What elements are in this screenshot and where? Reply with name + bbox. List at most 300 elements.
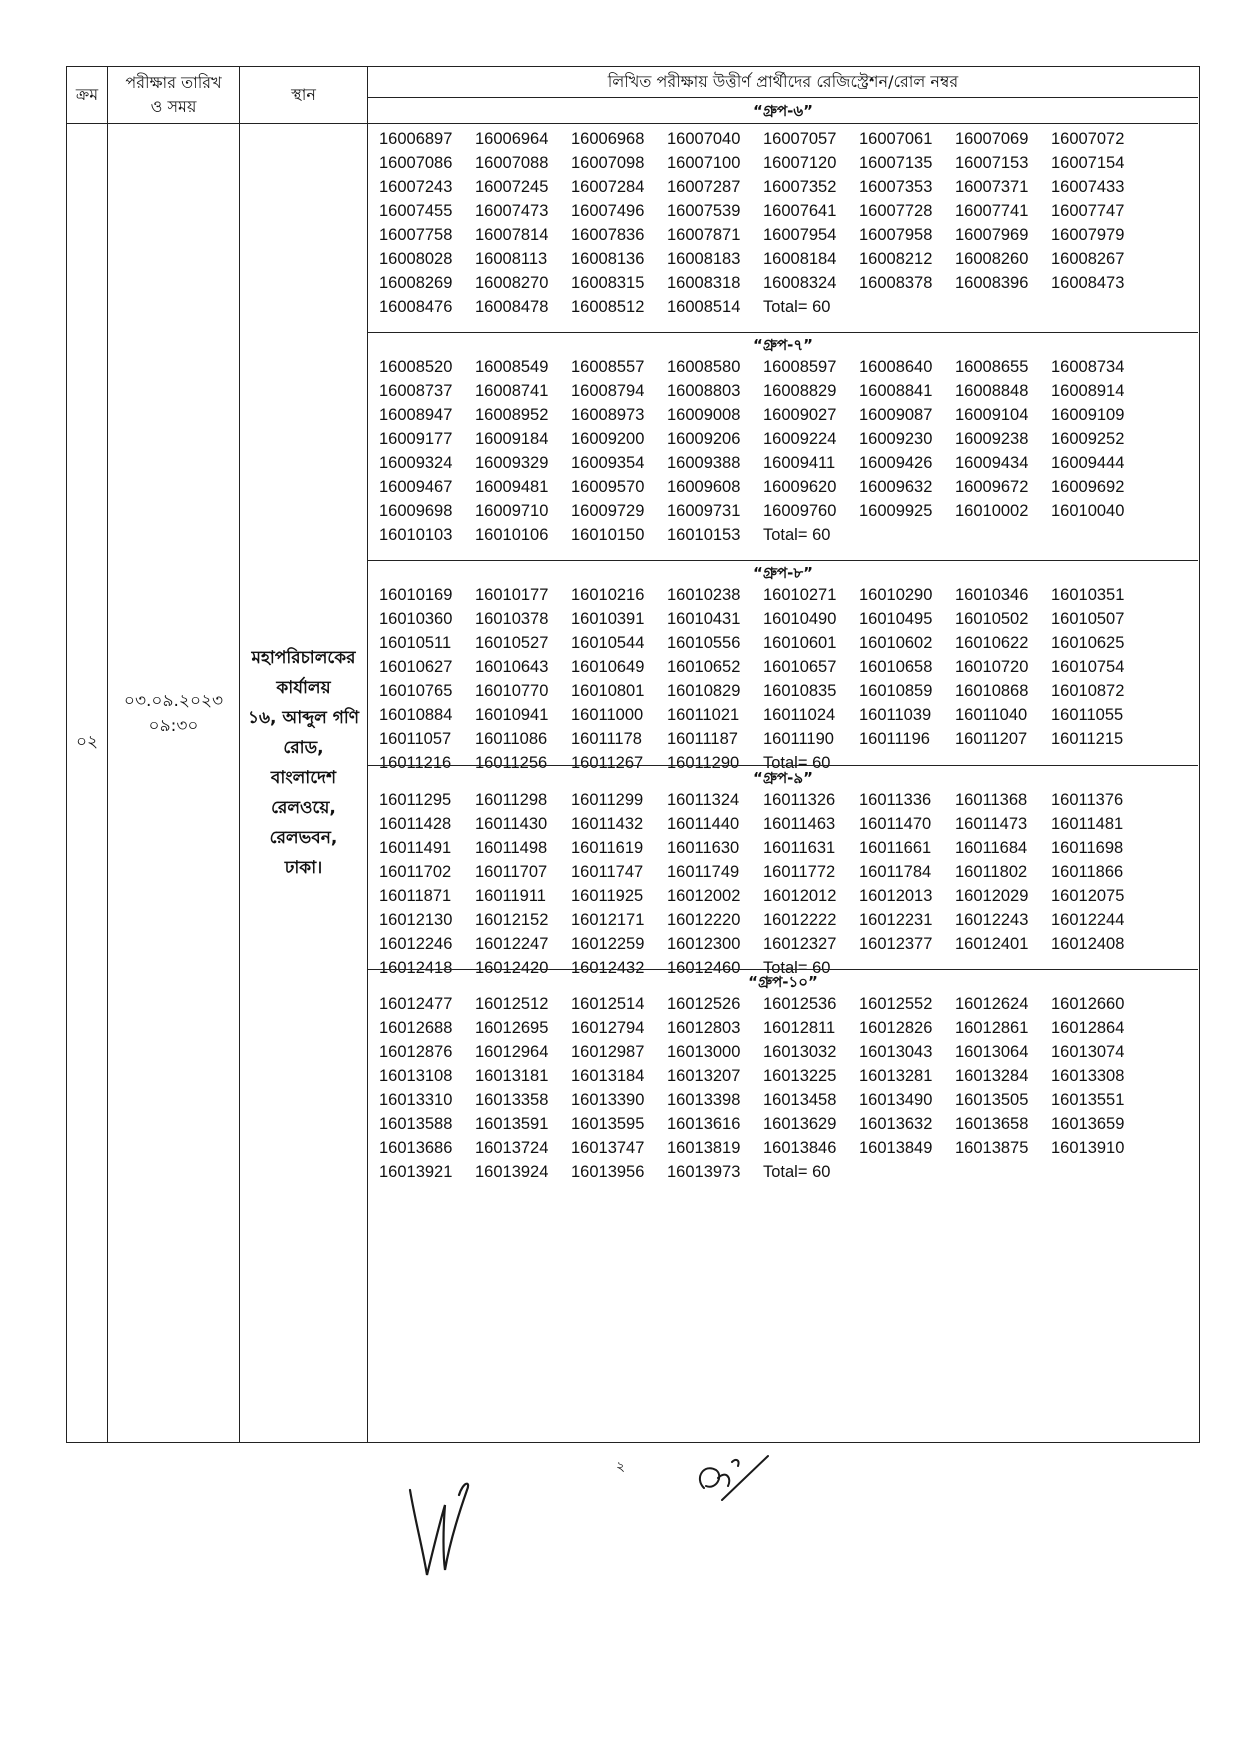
roll-number: 16013358 (475, 1091, 549, 1109)
roll-number: 16007979 (1051, 226, 1125, 244)
roll-number: 16009620 (763, 478, 837, 496)
roll-number: 16012964 (475, 1043, 549, 1061)
roll-number: 16012002 (667, 887, 741, 905)
roll-number: 16009729 (571, 502, 645, 520)
roll-number: 16009230 (859, 430, 933, 448)
roll-number: 16009481 (475, 478, 549, 496)
roll-number: 16007473 (475, 202, 549, 220)
roll-number: 16013819 (667, 1139, 741, 1157)
roll-number: 16007836 (571, 226, 645, 244)
row-date-time (108, 689, 239, 739)
roll-number: 16008794 (571, 382, 645, 400)
roll-number: 16011196 (859, 730, 930, 748)
roll-number: 16009925 (859, 502, 933, 520)
roll-number: 16011299 (571, 791, 644, 809)
roll-number: 16008597 (763, 358, 837, 376)
roll-number: 16013064 (955, 1043, 1029, 1061)
roll-number: 16013000 (667, 1043, 741, 1061)
roll-number: 16007496 (571, 202, 645, 220)
roll-number: 16010884 (379, 706, 453, 724)
roll-number: 16010431 (667, 610, 741, 628)
roll-number: 16008212 (859, 250, 933, 268)
roll-number: 16011368 (955, 791, 1028, 809)
venue-line: বাংলাদেশ (270, 768, 337, 788)
group-title: “গ্রুপ-৯” (753, 769, 813, 787)
roll-number: 16011491 (379, 839, 452, 857)
roll-number: 16012408 (1051, 935, 1125, 953)
roll-number: 16011698 (1051, 839, 1124, 857)
roll-number: 16008655 (955, 358, 1029, 376)
roll-number: 16013551 (1051, 1091, 1125, 1109)
row-venue (240, 643, 367, 883)
roll-number: 16011871 (379, 887, 452, 905)
roll-number: 16007057 (763, 130, 837, 148)
roll-number: 16009177 (379, 430, 453, 448)
roll-number: 16012695 (475, 1019, 549, 1037)
roll-number: 16013308 (1051, 1067, 1125, 1085)
roll-number: 16011619 (571, 839, 644, 857)
roll-number: 16007154 (1051, 154, 1125, 172)
venue-line: রোড, (283, 738, 324, 758)
roll-number: 16012401 (955, 935, 1029, 953)
roll-number: 16007098 (571, 154, 645, 172)
roll-number: 16009698 (379, 502, 453, 520)
roll-number: 16007245 (475, 178, 549, 196)
roll-number: 16007088 (475, 154, 549, 172)
group-total: Total= 60 (763, 298, 831, 316)
roll-number: 16010290 (859, 586, 933, 604)
roll-number: 16011470 (859, 815, 932, 833)
roll-number: 16009200 (571, 430, 645, 448)
roll-number: 16007287 (667, 178, 741, 196)
roll-number: 16006897 (379, 130, 453, 148)
group-title: “গ্রুপ-৮” (753, 564, 813, 582)
header-serial: ক্রম (75, 85, 99, 104)
roll-number: 16008270 (475, 274, 549, 292)
roll-number: 16007958 (859, 226, 933, 244)
roll-number: 16011802 (955, 863, 1028, 881)
roll-number: 16011749 (667, 863, 740, 881)
roll-grid (379, 586, 1147, 778)
roll-number: 16008136 (571, 250, 645, 268)
roll-number: 16007641 (763, 202, 837, 220)
roll-number: 16012460 (667, 959, 741, 977)
roll-number: 16007243 (379, 178, 453, 196)
roll-number: 16013616 (667, 1115, 741, 1133)
roll-number: 16008549 (475, 358, 549, 376)
roll-number: 16010649 (571, 658, 645, 676)
roll-number: 16010556 (667, 634, 741, 652)
roll-number: 16012826 (859, 1019, 933, 1037)
roll-number: 16009426 (859, 454, 933, 472)
roll-number: 16013747 (571, 1139, 645, 1157)
roll-number: 16011256 (475, 754, 548, 772)
roll-number: 16008318 (667, 274, 741, 292)
roll-number: 16009434 (955, 454, 1029, 472)
roll-number: 16013184 (571, 1067, 645, 1085)
roll-number: 16008737 (379, 382, 453, 400)
roll-number: 16009710 (475, 502, 549, 520)
roll-number: 16010720 (955, 658, 1029, 676)
header-venue: স্থান (291, 85, 316, 104)
roll-number: 16013043 (859, 1043, 933, 1061)
roll-number: 16012861 (955, 1019, 1029, 1037)
group-divider (368, 332, 1198, 333)
roll-number: 16009632 (859, 478, 933, 496)
roll-number: 16008914 (1051, 382, 1125, 400)
roll-number: 16010770 (475, 682, 549, 700)
roll-number: 16009238 (955, 430, 1029, 448)
roll-number: 16010002 (955, 502, 1029, 520)
roll-number: 16008841 (859, 382, 933, 400)
roll-number: 16011215 (1051, 730, 1124, 748)
roll-number: 16010271 (763, 586, 837, 604)
roll-number: 16013632 (859, 1115, 933, 1133)
roll-number: 16010040 (1051, 502, 1125, 520)
roll-number: 16007072 (1051, 130, 1125, 148)
roll-number: 16013846 (763, 1139, 837, 1157)
roll-number: 16012244 (1051, 911, 1125, 929)
roll-number: 16011057 (379, 730, 452, 748)
roll-grid (379, 791, 1147, 983)
roll-number: 16012013 (859, 887, 933, 905)
roll-number: 16010622 (955, 634, 1029, 652)
roll-number: 16012864 (1051, 1019, 1125, 1037)
roll-number: 16007061 (859, 130, 933, 148)
roll-number: 16012152 (475, 911, 549, 929)
roll-number: 16010495 (859, 610, 933, 628)
roll-number: 16013659 (1051, 1115, 1125, 1133)
venue-line: ১৬, আব্দুল গণি (247, 708, 360, 728)
roll-number: 16011267 (571, 754, 644, 772)
roll-number: 16010868 (955, 682, 1029, 700)
group-total: Total= 60 (763, 526, 831, 544)
roll-number: 16009027 (763, 406, 837, 424)
roll-number: 16010754 (1051, 658, 1125, 676)
roll-number: 16008269 (379, 274, 453, 292)
roll-number: 16013588 (379, 1115, 453, 1133)
roll-number: 16010544 (571, 634, 645, 652)
roll-number: 16012012 (763, 887, 837, 905)
header-roll-title: লিখিত পরীক্ষায় উত্তীর্ণ প্রার্থীদের রেজিস্ট্রেশন/রোল নম্বর (607, 72, 959, 91)
roll-number: 16008378 (859, 274, 933, 292)
roll-number: 16011772 (763, 863, 836, 881)
roll-number: 16012075 (1051, 887, 1125, 905)
roll-number: 16010106 (475, 526, 549, 544)
roll-number: 16010103 (379, 526, 453, 544)
roll-number: 16008476 (379, 298, 453, 316)
roll-number: 16011039 (859, 706, 932, 724)
roll-number: 16013108 (379, 1067, 453, 1085)
roll-number: 16012552 (859, 995, 933, 1013)
roll-number: 16008741 (475, 382, 549, 400)
roll-number: 16007040 (667, 130, 741, 148)
roll-number: 16008324 (763, 274, 837, 292)
roll-number: 16012526 (667, 995, 741, 1013)
roll-number: 16010216 (571, 586, 645, 604)
roll-number: 16010153 (667, 526, 741, 544)
roll-number: 16009329 (475, 454, 549, 472)
roll-number: 16009467 (379, 478, 453, 496)
roll-number: 16007100 (667, 154, 741, 172)
group-total: Total= 60 (763, 754, 831, 772)
roll-number: 16010652 (667, 658, 741, 676)
roll-number: 16010490 (763, 610, 837, 628)
roll-number: 16011463 (763, 815, 836, 833)
roll-number: 16010859 (859, 682, 933, 700)
roll-number: 16012222 (763, 911, 837, 929)
roll-number: 16013458 (763, 1091, 837, 1109)
roll-number: 16009608 (667, 478, 741, 496)
roll-number: 16009104 (955, 406, 1029, 424)
roll-number: 16009731 (667, 502, 741, 520)
roll-number: 16012688 (379, 1019, 453, 1037)
roll-number: 16007371 (955, 178, 1029, 196)
group-divider (368, 969, 1198, 970)
roll-number: 16012377 (859, 935, 933, 953)
roll-number: 16011000 (571, 706, 644, 724)
roll-number: 16010643 (475, 658, 549, 676)
roll-number: 16008557 (571, 358, 645, 376)
page-number: ২ (616, 1459, 626, 1475)
roll-number: 16007969 (955, 226, 1029, 244)
roll-number: 16007353 (859, 178, 933, 196)
roll-number: 16006964 (475, 130, 549, 148)
roll-number: 16011707 (475, 863, 548, 881)
roll-number: 16009692 (1051, 478, 1125, 496)
roll-number: 16007814 (475, 226, 549, 244)
roll-number: 16011702 (379, 863, 452, 881)
roll-number: 16012624 (955, 995, 1029, 1013)
roll-number: 16013973 (667, 1163, 741, 1181)
roll-number: 16010625 (1051, 634, 1125, 652)
roll-number: 16007539 (667, 202, 741, 220)
roll-number: 16013686 (379, 1139, 453, 1157)
roll-number: 16010657 (763, 658, 837, 676)
roll-number: 16010835 (763, 682, 837, 700)
roll-number: 16010765 (379, 682, 453, 700)
roll-number: 16009206 (667, 430, 741, 448)
roll-number: 16011498 (475, 839, 548, 857)
roll-number: 16012327 (763, 935, 837, 953)
header-exam-date: পরীক্ষার তারিখ ও সময় (125, 73, 222, 116)
roll-number: 16006968 (571, 130, 645, 148)
roll-number: 16008520 (379, 358, 453, 376)
group-divider (368, 560, 1198, 561)
venue-line: মহাপরিচালকের (251, 648, 356, 668)
roll-number: 16012029 (955, 887, 1029, 905)
roll-area (368, 124, 1198, 1442)
signature-left (405, 1470, 495, 1580)
group-total: Total= 60 (763, 959, 831, 977)
roll-number: 16013910 (1051, 1139, 1125, 1157)
roll-number: 16013225 (763, 1067, 837, 1085)
roll-number: 16013595 (571, 1115, 645, 1133)
roll-number: 16013591 (475, 1115, 549, 1133)
roll-number: 16013284 (955, 1067, 1029, 1085)
roll-number: 16013505 (955, 1091, 1029, 1109)
roll-number: 16010941 (475, 706, 549, 724)
roll-number: 16011473 (955, 815, 1028, 833)
roll-number: 16009252 (1051, 430, 1125, 448)
roll-number: 16010601 (763, 634, 837, 652)
roll-number: 16012247 (475, 935, 549, 953)
roll-number: 16011290 (667, 754, 740, 772)
roll-number: 16009672 (955, 478, 1029, 496)
roll-number: 16009008 (667, 406, 741, 424)
roll-number: 16007120 (763, 154, 837, 172)
roll-number: 16008315 (571, 274, 645, 292)
roll-number: 16012536 (763, 995, 837, 1013)
roll-number: 16007758 (379, 226, 453, 244)
roll-number: 16008183 (667, 250, 741, 268)
roll-number: 16009224 (763, 430, 837, 448)
venue-line: ঢাকা। (284, 858, 323, 878)
roll-number: 16013724 (475, 1139, 549, 1157)
roll-number: 16008473 (1051, 274, 1125, 292)
roll-number: 16007433 (1051, 178, 1125, 196)
roll-number: 16012130 (379, 911, 453, 929)
roll-number: 16008973 (571, 406, 645, 424)
roll-number: 16008512 (571, 298, 645, 316)
roll-number: 16011631 (763, 839, 836, 857)
roll-number: 16012231 (859, 911, 933, 929)
roll-number: 16011207 (955, 730, 1028, 748)
roll-number: 16010177 (475, 586, 549, 604)
roll-number: 16008260 (955, 250, 1029, 268)
roll-number: 16012512 (475, 995, 549, 1013)
roll-number: 16008514 (667, 298, 741, 316)
roll-number: 16009388 (667, 454, 741, 472)
roll-number: 16008478 (475, 298, 549, 316)
roll-number: 16007086 (379, 154, 453, 172)
roll-number: 16009444 (1051, 454, 1125, 472)
roll-number: 16010602 (859, 634, 933, 652)
roll-number: 16008184 (763, 250, 837, 268)
roll-number: 16012811 (763, 1019, 836, 1037)
roll-number: 16013207 (667, 1067, 741, 1085)
roll-grid (379, 995, 1147, 1187)
roll-number: 16007741 (955, 202, 1029, 220)
roll-number: 16010351 (1051, 586, 1125, 604)
roll-number: 16010346 (955, 586, 1029, 604)
roll-number: 16013390 (571, 1091, 645, 1109)
roll-number: 16013658 (955, 1115, 1029, 1133)
roll-number: 16007455 (379, 202, 453, 220)
roll-number: 16012876 (379, 1043, 453, 1061)
roll-number: 16009109 (1051, 406, 1125, 424)
roll-number: 16011336 (859, 791, 932, 809)
roll-number: 16010502 (955, 610, 1029, 628)
venue-line: কার্যালয় (276, 678, 331, 698)
roll-number: 16011911 (475, 887, 546, 905)
roll-number: 16011086 (475, 730, 548, 748)
roll-number: 16011024 (763, 706, 836, 724)
roll-number: 16007871 (667, 226, 741, 244)
roll-number: 16012794 (571, 1019, 645, 1037)
row-date: ০৩.০৯.২০২৩ (123, 691, 224, 711)
roll-number: 16013956 (571, 1163, 645, 1181)
roll-number: 16010829 (667, 682, 741, 700)
roll-number: 16011190 (763, 730, 834, 748)
roll-number: 16011430 (475, 815, 548, 833)
signature-right (692, 1448, 772, 1508)
venue-line: রেলভবন, (269, 828, 338, 848)
roll-number: 16009184 (475, 430, 549, 448)
roll-number: 16011055 (1051, 706, 1124, 724)
roll-number: 16009760 (763, 502, 837, 520)
roll-number: 16011440 (667, 815, 740, 833)
roll-number: 16013629 (763, 1115, 837, 1133)
roll-number: 16011866 (1051, 863, 1124, 881)
roll-number: 16011684 (955, 839, 1028, 857)
roll-number: 16012660 (1051, 995, 1125, 1013)
roll-number: 16007153 (955, 154, 1029, 172)
roll-number: 16012220 (667, 911, 741, 929)
roll-number: 16013398 (667, 1091, 741, 1109)
roll-number: 16010391 (571, 610, 645, 628)
roll-number: 16010527 (475, 634, 549, 652)
roll-number: 16010801 (571, 682, 645, 700)
roll-number: 16010658 (859, 658, 933, 676)
roll-number: 16010238 (667, 586, 741, 604)
roll-number: 16008947 (379, 406, 453, 424)
roll-number: 16013490 (859, 1091, 933, 1109)
roll-number: 16011324 (667, 791, 740, 809)
roll-number: 16013281 (859, 1067, 933, 1085)
group-total: Total= 60 (763, 1163, 831, 1181)
roll-grid (379, 130, 1147, 322)
roll-number: 16007135 (859, 154, 933, 172)
roll-number: 16012259 (571, 935, 645, 953)
roll-number: 16010507 (1051, 610, 1125, 628)
roll-number: 16009570 (571, 478, 645, 496)
roll-number: 16008580 (667, 358, 741, 376)
roll-grid (379, 358, 1147, 550)
col-divider (107, 67, 108, 1442)
roll-number: 16011021 (667, 706, 740, 724)
row-serial: ০২ (75, 732, 99, 752)
roll-number: 16007069 (955, 130, 1029, 148)
roll-number: 16009324 (379, 454, 453, 472)
title-divider (367, 97, 1198, 98)
roll-number: 16007728 (859, 202, 933, 220)
roll-number: 16012300 (667, 935, 741, 953)
roll-number: 16009411 (763, 454, 836, 472)
roll-number: 16011428 (379, 815, 452, 833)
roll-number: 16011216 (379, 754, 452, 772)
roll-number: 16011784 (859, 863, 932, 881)
group-divider (368, 765, 1198, 766)
roll-number: 16011747 (571, 863, 644, 881)
results-table (66, 66, 1200, 1443)
roll-number: 16012432 (571, 959, 645, 977)
roll-number: 16008267 (1051, 250, 1125, 268)
roll-number: 16012420 (475, 959, 549, 977)
roll-number: 16013181 (475, 1067, 549, 1085)
roll-number: 16011295 (379, 791, 452, 809)
roll-number: 16011326 (763, 791, 836, 809)
roll-number: 16007954 (763, 226, 837, 244)
roll-number: 16013849 (859, 1139, 933, 1157)
roll-number: 16008952 (475, 406, 549, 424)
roll-number: 16011178 (571, 730, 642, 748)
roll-number: 16013921 (379, 1163, 453, 1181)
roll-number: 16011432 (571, 815, 644, 833)
roll-number: 16008028 (379, 250, 453, 268)
roll-number: 16013924 (475, 1163, 549, 1181)
roll-number: 16007352 (763, 178, 837, 196)
